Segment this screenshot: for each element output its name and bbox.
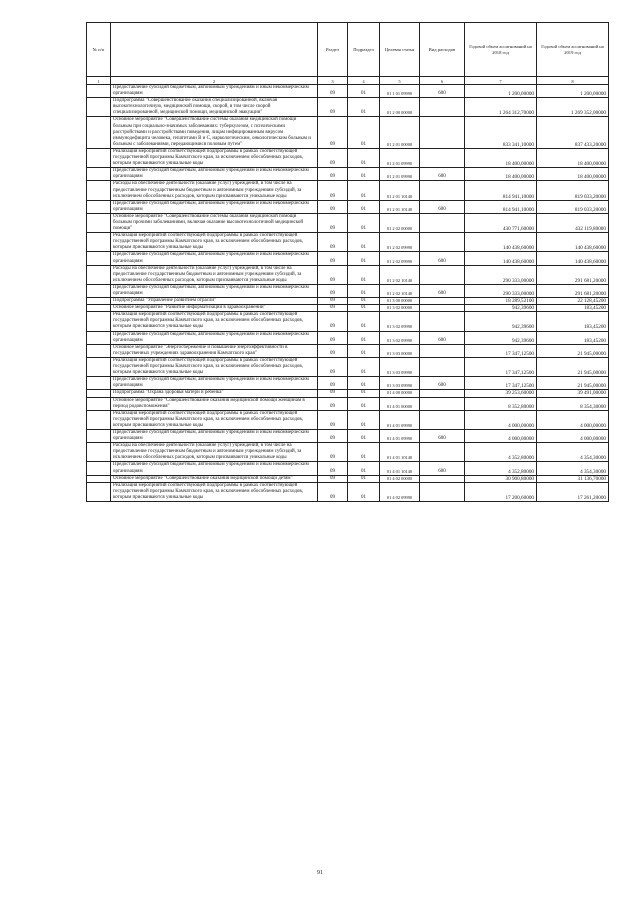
row-number-cell bbox=[87, 397, 111, 410]
table-row bbox=[87, 233, 609, 252]
row-celevaya: 01 2 02 10140 bbox=[380, 265, 420, 284]
row-amount-2018: 140 438,60000 bbox=[465, 252, 537, 265]
row-celevaya: 01 2 01 09990 bbox=[380, 148, 420, 167]
header-celevaya: Целевая статья bbox=[380, 23, 420, 77]
row-podrazdel: 01 bbox=[348, 429, 380, 442]
table-row bbox=[87, 305, 609, 312]
row-vid: 600 bbox=[420, 284, 465, 297]
row-podrazdel: 01 bbox=[348, 397, 380, 410]
row-celevaya: 01 3 02 09990 bbox=[380, 331, 420, 344]
table-row bbox=[87, 331, 609, 344]
row-name: Основное мероприятие "Совершенствование системы оказания медицинской помощи больным прочими заболеваниями, включая оказание высокотехнологичной медицинской помощи" bbox=[111, 213, 318, 232]
row-celevaya: 01 3 00 00000 bbox=[380, 298, 420, 305]
row-name: Основное мероприятие "Совершенствование оказания медицинской помощи детям" bbox=[111, 475, 318, 482]
row-amount-2018: 290 333,00000 bbox=[465, 284, 537, 297]
row-number-cell bbox=[87, 265, 111, 284]
row-name: Реализация мероприятий соответствующей подпрограммы в рамках соответствующей государственной программы Камчатского края, за исключением обособленных расходов, которым присваиваются уникальные коды bbox=[111, 482, 318, 501]
table-row bbox=[87, 312, 609, 331]
budget-table bbox=[86, 22, 609, 502]
row-podrazdel: 01 bbox=[348, 148, 380, 167]
row-razdel: 09 bbox=[318, 305, 348, 312]
row-podrazdel: 01 bbox=[348, 482, 380, 501]
row-podrazdel: 01 bbox=[348, 377, 380, 390]
row-amount-2019: 4 354,30000 bbox=[537, 443, 609, 462]
row-amount-2018: 140 438,60000 bbox=[465, 233, 537, 252]
row-celevaya: 01 4 01 00000 bbox=[380, 397, 420, 410]
row-vid bbox=[420, 344, 465, 357]
row-razdel: 09 bbox=[318, 148, 348, 167]
row-podrazdel: 01 bbox=[348, 233, 380, 252]
row-amount-2018: 4 352,80000 bbox=[465, 443, 537, 462]
row-razdel: 09 bbox=[318, 233, 348, 252]
row-celevaya: 01 2 01 09990 bbox=[380, 168, 420, 181]
row-amount-2019: 39 491,00000 bbox=[537, 390, 609, 397]
row-amount-2018: 18 400,00000 bbox=[465, 148, 537, 167]
row-amount-2019: 291 681,20000 bbox=[537, 265, 609, 284]
row-podrazdel: 01 bbox=[348, 252, 380, 265]
table-row bbox=[87, 200, 609, 213]
row-name: Предоставление субсидий бюджетным, автономным учреждениям и иным некоммерческим организациям bbox=[111, 168, 318, 181]
row-amount-2018: 39 253,60000 bbox=[465, 390, 537, 397]
row-amount-2018: 4 000,00000 bbox=[465, 410, 537, 429]
row-amount-2019: 21 945,00000 bbox=[537, 357, 609, 376]
row-number-cell bbox=[87, 298, 111, 305]
row-amount-2019: 1 200,00000 bbox=[537, 85, 609, 98]
row-razdel: 09 bbox=[318, 462, 348, 475]
row-amount-2018: 17 347,12500 bbox=[465, 377, 537, 390]
row-amount-2019: 21 945,00000 bbox=[537, 377, 609, 390]
table-header-row bbox=[87, 23, 609, 77]
row-amount-2019: 837 433,20000 bbox=[537, 117, 609, 148]
row-razdel: 09 bbox=[318, 200, 348, 213]
column-number: 8 bbox=[537, 77, 609, 85]
header-2018: Годовой объем ассигнований на 2018 год bbox=[465, 23, 537, 77]
row-amount-2019: 21 945,00000 bbox=[537, 344, 609, 357]
row-name: Реализация мероприятий соответствующей подпрограммы в рамках соответствующей государственной программы Камчатского края, за исключением обособленных расходов, которым присваиваются уникальные коды bbox=[111, 233, 318, 252]
column-number: 2 bbox=[111, 77, 318, 85]
row-number-cell bbox=[87, 284, 111, 297]
row-vid bbox=[420, 117, 465, 148]
row-podrazdel: 01 bbox=[348, 200, 380, 213]
table-row bbox=[87, 462, 609, 475]
row-amount-2019: 183,45200 bbox=[537, 331, 609, 344]
row-amount-2019: 18 400,00000 bbox=[537, 148, 609, 167]
header-podrazdel: Подраздел bbox=[348, 23, 380, 77]
row-celevaya: 01 4 02 09990 bbox=[380, 482, 420, 501]
row-celevaya: 01 3 03 00000 bbox=[380, 344, 420, 357]
row-amount-2018: 30 900,80000 bbox=[465, 475, 537, 482]
row-name: Основное мероприятие "Энергосбережение и повышение энергоэффективности в государственных учреждениях здравоохранения Камчатского края" bbox=[111, 344, 318, 357]
row-name: Предоставление субсидий бюджетным, автономным учреждениям и иным некоммерческим организациям bbox=[111, 85, 318, 98]
page-number: 91 bbox=[317, 870, 323, 876]
row-number-cell bbox=[87, 213, 111, 232]
row-podrazdel: 01 bbox=[348, 475, 380, 482]
row-razdel: 09 bbox=[318, 181, 348, 200]
table-row bbox=[87, 443, 609, 462]
row-vid bbox=[420, 213, 465, 232]
row-razdel: 09 bbox=[318, 284, 348, 297]
row-amount-2018: 17 347,12500 bbox=[465, 357, 537, 376]
column-number: 7 bbox=[465, 77, 537, 85]
row-amount-2018: 4 000,00000 bbox=[465, 429, 537, 442]
row-razdel: 09 bbox=[318, 298, 348, 305]
row-number-cell bbox=[87, 117, 111, 148]
row-razdel: 09 bbox=[318, 443, 348, 462]
row-vid bbox=[420, 443, 465, 462]
row-vid: 600 bbox=[420, 331, 465, 344]
table-row bbox=[87, 98, 609, 117]
table-row bbox=[87, 168, 609, 181]
table-row bbox=[87, 410, 609, 429]
row-podrazdel: 01 bbox=[348, 213, 380, 232]
row-name: Подпрограмма "Совершенствование оказания специализированной, включая высокотехнологичную, медицинской помощи, скорой, в том числе скорой специализированной, медицинской помощи, медицинской эвакуации" bbox=[111, 98, 318, 117]
row-razdel: 09 bbox=[318, 357, 348, 376]
row-name: Предоставление субсидий бюджетным, автономным учреждениям и иным некоммерческим организациям bbox=[111, 284, 318, 297]
row-number-cell bbox=[87, 475, 111, 482]
row-amount-2018: 4 352,80000 bbox=[465, 462, 537, 475]
row-vid bbox=[420, 475, 465, 482]
column-number-row bbox=[87, 77, 609, 85]
row-vid bbox=[420, 98, 465, 117]
row-vid bbox=[420, 482, 465, 501]
row-amount-2019: 22 128,45200 bbox=[537, 298, 609, 305]
table-row bbox=[87, 397, 609, 410]
row-amount-2018: 942,39600 bbox=[465, 312, 537, 331]
table-row bbox=[87, 284, 609, 297]
table-row bbox=[87, 117, 609, 148]
row-amount-2018: 8 352,80000 bbox=[465, 397, 537, 410]
row-celevaya: 01 2 02 09990 bbox=[380, 233, 420, 252]
row-name: Предоставление субсидий бюджетным, автономным учреждениям и иным некоммерческим организациям bbox=[111, 252, 318, 265]
row-podrazdel: 01 bbox=[348, 344, 380, 357]
row-amount-2018: 17 347,12500 bbox=[465, 344, 537, 357]
row-razdel: 09 bbox=[318, 312, 348, 331]
row-vid: 600 bbox=[420, 377, 465, 390]
row-number-cell bbox=[87, 168, 111, 181]
row-podrazdel: 01 bbox=[348, 312, 380, 331]
row-razdel: 09 bbox=[318, 168, 348, 181]
header-2019: Годовой объем ассигнований на 2019 год bbox=[537, 23, 609, 77]
row-vid bbox=[420, 390, 465, 397]
row-podrazdel: 01 bbox=[348, 443, 380, 462]
row-podrazdel: 01 bbox=[348, 390, 380, 397]
row-podrazdel: 01 bbox=[348, 298, 380, 305]
row-name: Предоставление субсидий бюджетным, автономным учреждениям и иным некоммерческим организациям bbox=[111, 200, 318, 213]
row-vid bbox=[420, 298, 465, 305]
row-number-cell bbox=[87, 98, 111, 117]
row-vid bbox=[420, 148, 465, 167]
row-vid bbox=[420, 397, 465, 410]
table-row bbox=[87, 298, 609, 305]
row-name: Предоставление субсидий бюджетным, автономным учреждениям и иным некоммерческим организациям bbox=[111, 331, 318, 344]
table-row bbox=[87, 344, 609, 357]
row-amount-2019: 1 269 352,00000 bbox=[537, 98, 609, 117]
row-name: Подпрограмма "Охрана здоровья матери и ребенка" bbox=[111, 390, 318, 397]
row-podrazdel: 01 bbox=[348, 462, 380, 475]
row-razdel: 09 bbox=[318, 331, 348, 344]
table-row bbox=[87, 213, 609, 232]
row-amount-2018: 18 400,00000 bbox=[465, 168, 537, 181]
row-amount-2018: 833 341,10000 bbox=[465, 117, 537, 148]
row-number-cell bbox=[87, 85, 111, 98]
row-celevaya: 01 2 02 10140 bbox=[380, 284, 420, 297]
row-amount-2019: 183,45200 bbox=[537, 312, 609, 331]
table-row bbox=[87, 377, 609, 390]
row-amount-2019: 819 033,20000 bbox=[537, 200, 609, 213]
column-number: 3 bbox=[318, 77, 348, 85]
row-celevaya: 01 2 01 10140 bbox=[380, 200, 420, 213]
table-row bbox=[87, 429, 609, 442]
row-razdel: 09 bbox=[318, 85, 348, 98]
table-body bbox=[87, 85, 609, 502]
row-celevaya: 01 3 02 00000 bbox=[380, 305, 420, 312]
row-number-cell bbox=[87, 357, 111, 376]
row-amount-2019: 432 119,80000 bbox=[537, 213, 609, 232]
row-razdel: 09 bbox=[318, 475, 348, 482]
row-amount-2018: 430 771,60000 bbox=[465, 213, 537, 232]
row-razdel: 09 bbox=[318, 98, 348, 117]
row-celevaya: 01 2 01 10140 bbox=[380, 181, 420, 200]
row-podrazdel: 01 bbox=[348, 357, 380, 376]
row-podrazdel: 01 bbox=[348, 98, 380, 117]
row-amount-2019: 4 354,30000 bbox=[537, 462, 609, 475]
row-celevaya: 01 1 01 09990 bbox=[380, 85, 420, 98]
row-number-cell bbox=[87, 462, 111, 475]
row-podrazdel: 01 bbox=[348, 305, 380, 312]
row-podrazdel: 01 bbox=[348, 265, 380, 284]
row-amount-2018: 17 200,60000 bbox=[465, 482, 537, 501]
row-name: Расходы на обеспечение деятельности (оказание услуг) учреждений, в том числе на предоставление государственным бюджетным и автономным учреждениям субсидий, за исключением обособленных расходов, которым присваиваются уникальные коды bbox=[111, 181, 318, 200]
table-row bbox=[87, 85, 609, 98]
row-number-cell bbox=[87, 410, 111, 429]
row-celevaya: 01 2 00 00000 bbox=[380, 98, 420, 117]
row-celevaya: 01 3 02 09990 bbox=[380, 312, 420, 331]
row-name: Расходы на обеспечение деятельности (оказание услуг) учреждений, в том числе на предоставление государственным бюджетным и автономным учреждениям субсидий, за исключением обособленных расходов, которым присваиваются уникальные коды bbox=[111, 265, 318, 284]
row-amount-2018: 290 333,00000 bbox=[465, 265, 537, 284]
row-podrazdel: 01 bbox=[348, 117, 380, 148]
row-vid: 600 bbox=[420, 462, 465, 475]
header-vid: Вид расходов bbox=[420, 23, 465, 77]
row-celevaya: 01 4 01 09990 bbox=[380, 410, 420, 429]
row-amount-2018: 1 200,00000 bbox=[465, 85, 537, 98]
row-name: Предоставление субсидий бюджетным, автономным учреждениям и иным некоммерческим организациям bbox=[111, 462, 318, 475]
row-number-cell bbox=[87, 148, 111, 167]
row-celevaya: 01 3 03 09990 bbox=[380, 377, 420, 390]
row-razdel: 09 bbox=[318, 265, 348, 284]
row-name: Реализация мероприятий соответствующей подпрограммы в рамках соответствующей государственной программы Камчатского края, за исключением обособленных расходов, которым присваиваются уникальные коды bbox=[111, 357, 318, 376]
table-row bbox=[87, 265, 609, 284]
row-podrazdel: 01 bbox=[348, 284, 380, 297]
row-celevaya: 01 3 03 09990 bbox=[380, 357, 420, 376]
row-podrazdel: 01 bbox=[348, 331, 380, 344]
row-podrazdel: 01 bbox=[348, 181, 380, 200]
row-number-cell bbox=[87, 312, 111, 331]
row-number-cell bbox=[87, 252, 111, 265]
row-celevaya: 01 4 01 10140 bbox=[380, 443, 420, 462]
table-row bbox=[87, 148, 609, 167]
row-celevaya: 01 2 02 09990 bbox=[380, 252, 420, 265]
table-row bbox=[87, 181, 609, 200]
row-razdel: 09 bbox=[318, 252, 348, 265]
row-vid bbox=[420, 305, 465, 312]
row-amount-2019: 17 261,20000 bbox=[537, 482, 609, 501]
row-number-cell bbox=[87, 331, 111, 344]
header-name bbox=[111, 23, 318, 77]
row-name: Предоставление субсидий бюджетным, автономным учреждениям и иным некоммерческим организациям bbox=[111, 377, 318, 390]
table-row bbox=[87, 390, 609, 397]
row-celevaya: 01 4 00 00000 bbox=[380, 390, 420, 397]
row-number-cell bbox=[87, 443, 111, 462]
row-amount-2019: 8 354,30000 bbox=[537, 397, 609, 410]
row-vid: 600 bbox=[420, 168, 465, 181]
row-name: Реализация мероприятий соответствующей подпрограммы в рамках соответствующей государственной программы Камчатского края, за исключением обособленных расходов, которым присваиваются уникальные коды bbox=[111, 312, 318, 331]
row-celevaya: 01 4 02 00000 bbox=[380, 475, 420, 482]
row-number-cell bbox=[87, 344, 111, 357]
row-number-cell bbox=[87, 181, 111, 200]
row-celevaya: 01 4 01 09990 bbox=[380, 429, 420, 442]
row-amount-2019: 4 000,00000 bbox=[537, 410, 609, 429]
row-celevaya: 01 2 02 00000 bbox=[380, 213, 420, 232]
row-name: Подпрограмма "Управление развитием отрасли" bbox=[111, 298, 318, 305]
row-amount-2019: 4 000,00000 bbox=[537, 429, 609, 442]
row-amount-2018: 814 941,10000 bbox=[465, 181, 537, 200]
row-podrazdel: 01 bbox=[348, 410, 380, 429]
row-number-cell bbox=[87, 233, 111, 252]
row-number-cell bbox=[87, 482, 111, 501]
row-name: Основное мероприятие "Развитие информатизации в здравоохранении" bbox=[111, 305, 318, 312]
row-vid: 600 bbox=[420, 252, 465, 265]
row-vid bbox=[420, 233, 465, 252]
row-razdel: 09 bbox=[318, 410, 348, 429]
row-amount-2018: 814 941,10000 bbox=[465, 200, 537, 213]
row-amount-2018: 1 264 312,70000 bbox=[465, 98, 537, 117]
row-celevaya: 01 4 01 10140 bbox=[380, 462, 420, 475]
row-vid bbox=[420, 265, 465, 284]
column-number: 4 bbox=[348, 77, 380, 85]
row-number-cell bbox=[87, 305, 111, 312]
row-podrazdel: 01 bbox=[348, 85, 380, 98]
row-podrazdel: 01 bbox=[348, 168, 380, 181]
row-amount-2019: 18 400,00000 bbox=[537, 168, 609, 181]
row-razdel: 09 bbox=[318, 117, 348, 148]
row-amount-2018: 942,39600 bbox=[465, 305, 537, 312]
row-razdel: 09 bbox=[318, 377, 348, 390]
table-row bbox=[87, 357, 609, 376]
row-name: Основное мероприятие "Совершенствование оказания медицинской помощи женщинам в период родовспоможения" bbox=[111, 397, 318, 410]
table-row bbox=[87, 252, 609, 265]
row-razdel: 09 bbox=[318, 213, 348, 232]
row-razdel: 09 bbox=[318, 429, 348, 442]
row-number-cell bbox=[87, 429, 111, 442]
table-row bbox=[87, 475, 609, 482]
row-name: Предоставление субсидий бюджетным, автономным учреждениям и иным некоммерческим организациям bbox=[111, 429, 318, 442]
column-number: 5 bbox=[380, 77, 420, 85]
table-row bbox=[87, 482, 609, 501]
header-number: № п/п bbox=[87, 23, 111, 77]
row-name: Расходы на обеспечение деятельности (оказание услуг) учреждений, в том числе на предоставление государственным бюджетным и автономным учреждениям субсидий, за исключением обособленных расходов, которым присваиваются уникальные коды bbox=[111, 443, 318, 462]
row-amount-2019: 140 438,60000 bbox=[537, 252, 609, 265]
row-name: Основное мероприятие "Совершенствование системы оказания медицинской помощи больным при социально-значимых заболеваниях: туберкулезом, с психическими расстройствами и расстройствами поведения, лицам инфицированным вирусом иммунодефицита человека, гепатитами В и С, наркологическим, онкологическим больным и больным с заболеваниями, передающимися половым путем" bbox=[111, 117, 318, 148]
header-razdel: Раздел bbox=[318, 23, 348, 77]
row-name: Реализация мероприятий соответствующей подпрограммы в рамках соответствующей государственной программы Камчатского края, за исключением обособленных расходов, которым присваиваются уникальные коды bbox=[111, 148, 318, 167]
row-razdel: 09 bbox=[318, 482, 348, 501]
row-razdel: 09 bbox=[318, 390, 348, 397]
row-vid bbox=[420, 312, 465, 331]
column-number: 6 bbox=[420, 77, 465, 85]
row-amount-2019: 183,45200 bbox=[537, 305, 609, 312]
row-number-cell bbox=[87, 390, 111, 397]
row-number-cell bbox=[87, 200, 111, 213]
row-number-cell bbox=[87, 377, 111, 390]
row-razdel: 09 bbox=[318, 344, 348, 357]
row-amount-2018: 942,39600 bbox=[465, 331, 537, 344]
row-razdel: 09 bbox=[318, 397, 348, 410]
row-vid bbox=[420, 357, 465, 376]
row-amount-2019: 140 438,60000 bbox=[537, 233, 609, 252]
row-vid bbox=[420, 410, 465, 429]
row-vid bbox=[420, 181, 465, 200]
column-number: 1 bbox=[87, 77, 111, 85]
row-amount-2019: 291 681,20000 bbox=[537, 284, 609, 297]
row-amount-2018: 18 289,52100 bbox=[465, 298, 537, 305]
row-amount-2019: 31 136,70000 bbox=[537, 475, 609, 482]
row-name: Реализация мероприятий соответствующей подпрограммы в рамках соответствующей государственной программы Камчатского края, за исключением обособленных расходов, которым присваиваются уникальные коды bbox=[111, 410, 318, 429]
row-vid: 600 bbox=[420, 200, 465, 213]
row-amount-2019: 819 033,20000 bbox=[537, 181, 609, 200]
row-vid: 600 bbox=[420, 85, 465, 98]
row-vid: 600 bbox=[420, 429, 465, 442]
row-celevaya: 01 2 01 00000 bbox=[380, 117, 420, 148]
